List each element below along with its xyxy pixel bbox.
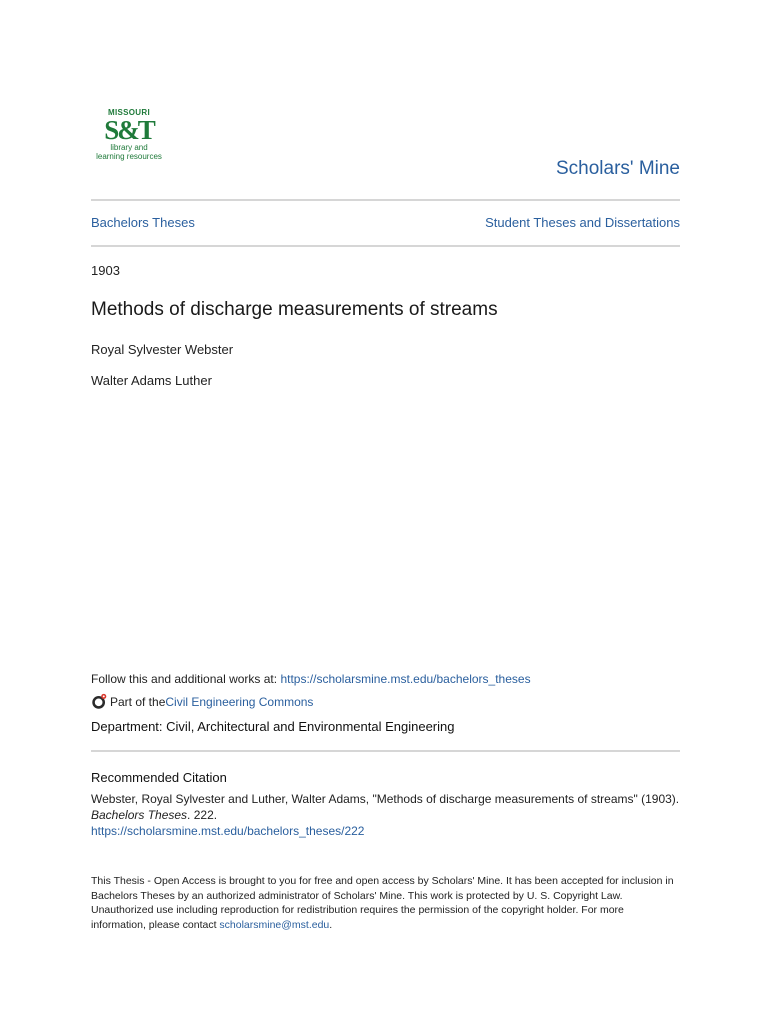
department-label: Department: <box>91 719 167 734</box>
civil-engineering-commons-link[interactable]: Civil Engineering Commons <box>165 694 314 709</box>
logo-sub-line2: learning resources <box>96 152 162 161</box>
top-divider <box>91 199 680 201</box>
notice-end: . <box>329 918 333 931</box>
citation-part1: Webster, Royal Sylvester and Luther, Walter Adams, "Methods of discharge measurements of streams" (1903). <box>91 792 680 806</box>
publication-year: 1903 <box>91 263 120 278</box>
student-theses-link[interactable]: Student Theses and Dissertations <box>485 215 680 230</box>
recommended-citation-heading: Recommended Citation <box>91 770 227 785</box>
follow-prefix: Follow this and additional works at: <box>91 672 281 686</box>
network-commons-icon <box>91 693 108 710</box>
citation-url-link[interactable]: https://scholarsmine.mst.edu/bachelors_theses/222 <box>91 824 365 838</box>
notice-text: This Thesis - Open Access is brought to you for free and open access by Scholars' Mine. It has been accepted for inclusion in Bachelors Theses by an authorized administrator of Scholars' Mine. This work is protected by U. S. Copyright Law. Unauthorized use including reproduction for redistribution requires the permission of the copyright holder. For more information, please contact <box>91 875 674 931</box>
citation-part2: . 222. <box>187 808 218 822</box>
bachelors-theses-link[interactable]: Bachelors Theses <box>91 215 195 230</box>
contact-email-link[interactable]: scholarsmine@mst.edu <box>219 918 330 931</box>
part-of-prefix: Part of the <box>110 694 166 709</box>
thesis-title: Methods of discharge measurements of streams <box>91 299 498 320</box>
author-2: Walter Adams Luther <box>91 373 212 388</box>
author-1: Royal Sylvester Webster <box>91 342 234 357</box>
open-access-notice <box>91 874 681 932</box>
part-of-line <box>91 693 313 710</box>
follow-line <box>91 672 531 686</box>
citation-divider <box>91 750 680 752</box>
logo-top-text: MISSOURI <box>108 108 150 117</box>
department-value: Civil, Architectural and Environmental Engineering <box>166 719 455 734</box>
scholars-mine-link[interactable]: Scholars' Mine <box>555 158 680 179</box>
follow-url-link[interactable]: https://scholarsmine.mst.edu/bachelors_theses <box>280 672 531 686</box>
logo-mark: S&T <box>104 115 154 145</box>
missouri-st-logo <box>96 108 162 180</box>
nav-divider <box>91 245 680 247</box>
department-line <box>91 719 454 734</box>
logo-sub-line1: library and <box>110 143 148 152</box>
citation-series: Bachelors Theses <box>91 808 188 822</box>
citation-text <box>91 791 681 839</box>
